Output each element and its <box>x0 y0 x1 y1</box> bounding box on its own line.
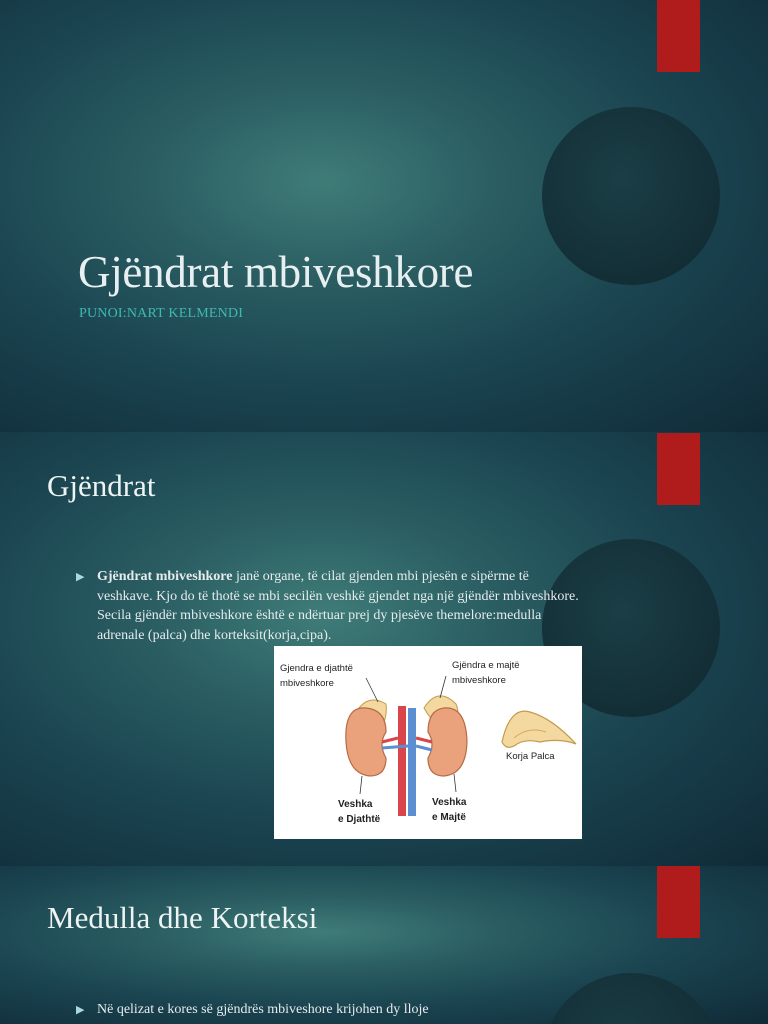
label-right-gland-line1: Gjendra e djathtë <box>280 663 353 674</box>
bullet-text <box>97 567 586 645</box>
accent-bar <box>657 433 700 505</box>
accent-bar <box>657 866 700 938</box>
section-title: Gjëndrat <box>47 468 156 503</box>
presentation-subtitle: PUNOI:NART KELMENDI <box>79 306 244 321</box>
label-right-gland-line2: mbiveshkore <box>280 678 334 689</box>
label-left-gland-line2: mbiveshkore <box>452 675 506 686</box>
aorta <box>398 706 406 816</box>
bullet-bold-text: Gjëndrat mbiveshkore <box>97 569 233 584</box>
label-right-kidney-line2: e Djathtë <box>338 814 381 825</box>
bullet-body-text: janë organe, të cilat gjenden mbi pjesën e sipërme të veshkave. Kjo do të thotë se mbi secilën veshkë gjendet nga një gjëndër mbiveshkore. Secila gjëndër mbiveshkore është e ndërtuar prej dy pjesëve themelore:medulla adrenale (palca) dhe korteksit(korja,cipa). <box>97 569 579 643</box>
bullet-text: Në qelizat e kores së gjëndrës mbiveshore krijohen dy lloje <box>97 1002 429 1017</box>
anatomy-diagram <box>274 646 582 839</box>
slide-3 <box>0 866 768 1024</box>
bullet-arrow-icon: ▶ <box>76 1003 85 1016</box>
bullet-arrow-icon: ▶ <box>76 570 85 583</box>
label-left-kidney-line1: Veshka <box>432 797 467 808</box>
adrenal-gland-figure <box>274 646 582 839</box>
slide-1 <box>0 0 768 432</box>
label-cortex-medulla: Korja Palca <box>506 751 555 762</box>
vena-cava <box>408 708 416 816</box>
accent-bar <box>657 0 700 72</box>
presentation-title: Gjëndrat mbiveshkore <box>78 247 474 297</box>
label-left-gland-line1: Gjëndra e majtë <box>452 660 520 671</box>
cortex-medulla-shape <box>502 711 576 747</box>
section-title: Medulla dhe Korteksi <box>47 900 318 935</box>
decorative-circle <box>542 107 720 285</box>
bullet-item <box>76 567 586 645</box>
left-kidney <box>428 708 467 776</box>
slide-2 <box>0 432 768 866</box>
right-kidney <box>346 708 386 776</box>
label-right-kidney-line1: Veshka <box>338 799 373 810</box>
bullet-item <box>76 1000 586 1020</box>
label-left-kidney-line2: e Majtë <box>432 812 466 823</box>
